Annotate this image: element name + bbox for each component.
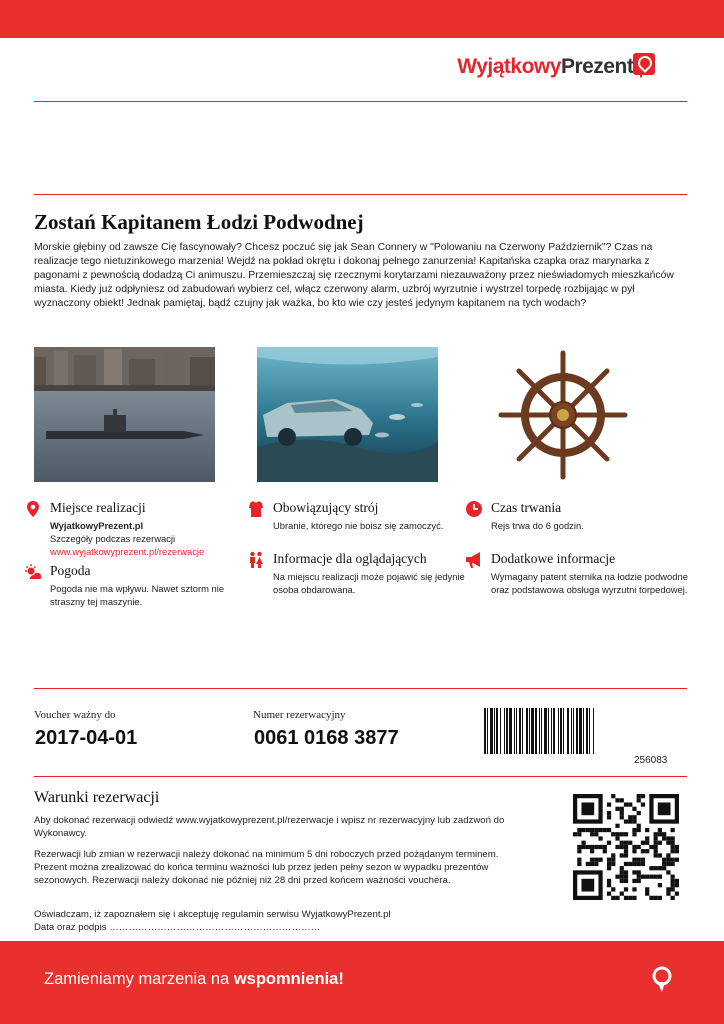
voucher-valid-date: 2017-04-01: [35, 727, 138, 749]
info-dress-title: Obowiązujący strój: [273, 500, 379, 515]
info-location-body: [50, 519, 250, 558]
location-name: WyjatkowyPrezent.pl: [50, 520, 144, 531]
page-title: Zostań Kapitanem Łodzi Podwodnej: [34, 210, 364, 234]
info-dress-body: Ubranie, którego nie boisz się zamoczyć.: [273, 520, 444, 531]
location-details: Szczegóły podczas rezerwacji: [50, 533, 176, 544]
reservation-number-label: Numer rezerwacyjny: [253, 709, 346, 721]
barcode-number: 256083: [634, 755, 668, 766]
people-icon: [247, 551, 265, 569]
ship-wheel-photo: [481, 347, 641, 482]
info-extra-title: Dodatkowe informacje: [491, 551, 616, 566]
location-pin-icon: [24, 500, 42, 518]
info-duration-body: Rejs trwa do 6 godzin.: [491, 520, 584, 531]
info-extra: [476, 551, 688, 611]
info-spectators: [258, 551, 465, 596]
megaphone-icon: [465, 551, 483, 569]
info-weather: [35, 563, 235, 608]
slogan-part-b: wspomnienia!: [233, 970, 344, 988]
clock-icon: [465, 500, 483, 518]
shirt-icon: [247, 500, 265, 518]
logo-part-a: Wyjątkowy: [457, 55, 561, 78]
reservation-number: 0061 0168 3877: [254, 727, 399, 749]
divider-conditions: [34, 776, 687, 777]
conditions-p1: Aby dokonać rezerwacji odwiedź www.wyjatkowyprezent.pl/rezerwacje i wpisz nr rezerwacyjny lub zadzwoń do Wykonawcy.: [34, 815, 505, 839]
conditions-title: Warunki rezerwacji: [34, 789, 160, 806]
info-location: [35, 500, 235, 560]
divider-title: [34, 194, 687, 195]
conditions-p3: [34, 908, 534, 934]
info-extra-body: Wymagany patent sternika na łodzie podwodne oraz podstawowa obsługa wyrzutni torpedowej.: [491, 571, 688, 595]
info-dress: [258, 500, 458, 540]
info-duration-title: Czas trwania: [491, 500, 562, 515]
conditions-accept: Oświadczam, iż zapoznałem się i akceptuję regulamin serwisu WyjatkowyPrezent.pl: [34, 909, 391, 920]
divider-top: [34, 101, 687, 102]
info-duration: [476, 500, 676, 540]
weather-icon: [24, 563, 42, 581]
footer-slogan: [44, 970, 344, 989]
brand-logo[interactable]: [457, 55, 654, 79]
qr-code: [573, 794, 679, 900]
logo-pin-icon: [633, 53, 655, 75]
barcode: [484, 708, 674, 754]
underwater-car-photo: [257, 347, 438, 482]
info-spectators-body: Na miejscu realizacji może pojawić się jedynie osoba obdarowana.: [273, 571, 465, 595]
description: Morskie głębiny od zawsze Cię fascynowały? Chcesz poczuć się jak Sean Connery w "Polowaniu na Czerwony Październik"? Czas na realizacje tego nietuzinkowego marzenia! Wejdź na pokład okrętu i dokonaj pełnego zanurzenia! Kapitańska czapka oraz marynarka z pagonami z pewnością dodadzą Ci animuszu. Przemieszczaj się rzecznymi korytarzami niezauważony przez nieświadomych mieszkańców miasta. Kiedy już odpłyniesz od zabudowań wybierz cel, włącz czerwony alarm, uzbrój wyrzutnie i wystrzel torpedę rozbijając w pył wyznaczony obiekt! Jednak pamiętaj, bądź czujny jak ważka, bo kto wie czy jesteś jedynym kapitanem na tych wodach?: [34, 242, 674, 309]
info-spectators-title: Informacje dla oglądających: [273, 551, 427, 566]
signature-line: Data oraz podpis …………………………………………………………: [34, 922, 321, 933]
conditions-p2: Rezerwacji lub zmian w rezerwacji należy dokonać na minimum 5 dni roboczych przed pożądanym terminem. Prezent można zrealizować do końca terminu ważności lub przez jeden pełny sezon w wypadku prezentów sezonowych. Rezerwacji należy dokonać nie później niż 28 dni przed końcem ważności vouchera.: [34, 849, 499, 886]
info-location-title: Miejsce realizacji: [50, 500, 146, 515]
footer-pin-icon: [650, 965, 674, 995]
slogan-part-a: Zamieniamy marzenia na: [44, 970, 234, 988]
reservation-link[interactable]: www.wyjatkowyprezent.pl/rezerwacje: [50, 546, 205, 557]
logo-part-b: Prezent: [560, 55, 634, 78]
voucher-valid-label: Voucher ważny do: [34, 709, 116, 721]
info-weather-title: Pogoda: [50, 563, 91, 578]
submarine-photo: [34, 347, 215, 482]
divider-voucher: [34, 688, 687, 689]
top-bar: [0, 0, 724, 38]
info-weather-body: Pogoda nie ma wpływu. Nawet sztorm nie straszny tej maszynie.: [50, 583, 225, 607]
